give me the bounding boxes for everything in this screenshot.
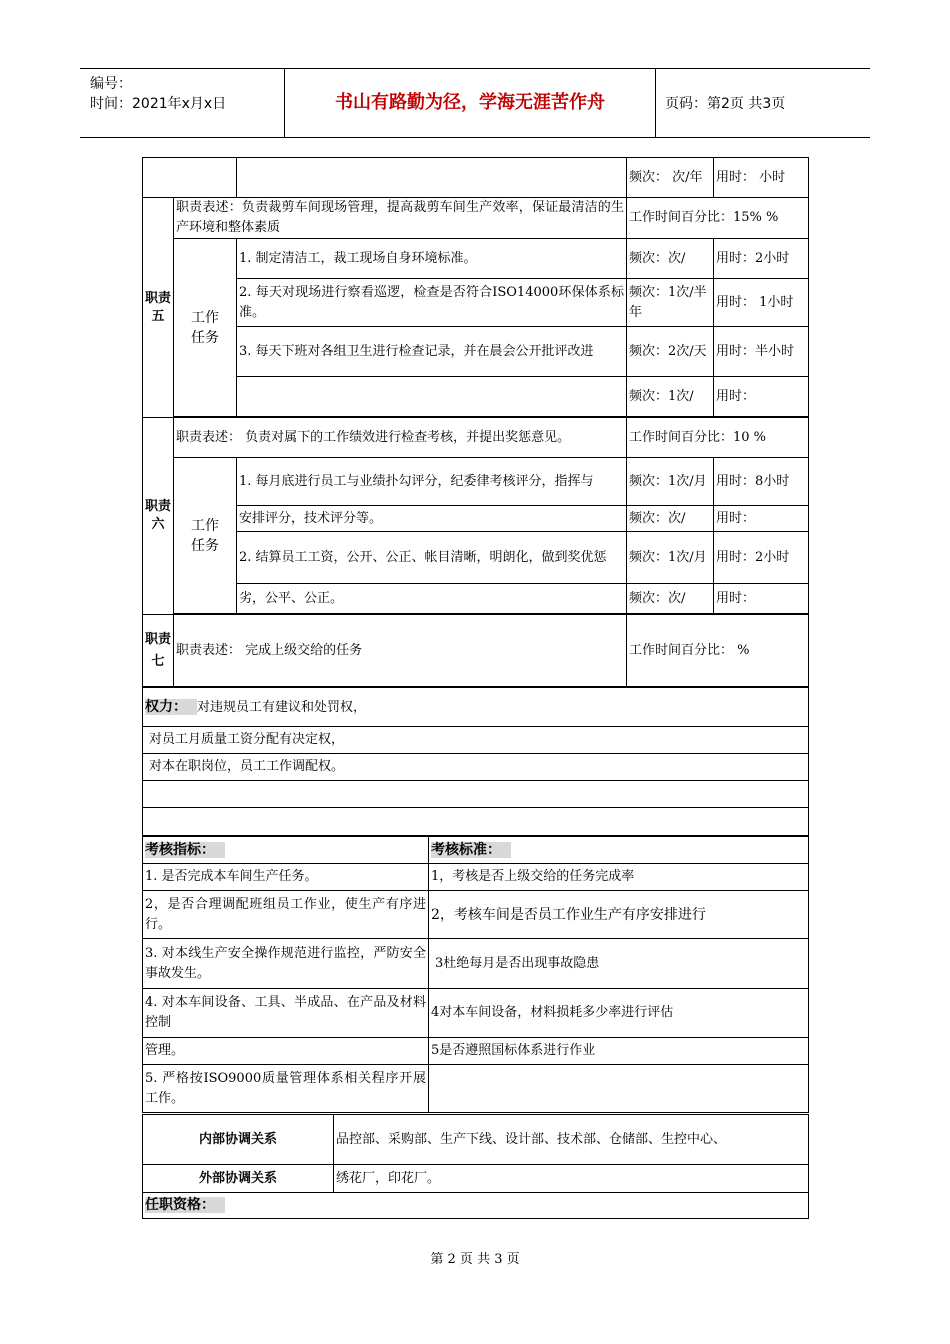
table-row — [143, 989, 809, 1038]
internal-coordination-value: 品控部、采购部、生产下线、设计部、技术部、仓储部、生控中心、 — [334, 1115, 809, 1165]
freq-cell: 频次：1次/半年 — [627, 279, 714, 327]
page-header — [80, 68, 870, 138]
standard-header: 考核标准： — [431, 842, 511, 858]
table-row — [143, 158, 809, 198]
duty5-task-2: 2. 每天对现场进行察看巡逻，检查是否符合ISO14000环保体系标准。 — [237, 279, 627, 327]
table-row — [143, 506, 809, 532]
time-cell: 用时：2小时 — [714, 239, 809, 279]
freq-cell: 频次：2次/天 — [627, 327, 714, 377]
table-row — [143, 727, 809, 754]
indicator-cell: 4. 对本车间设备、工具、半成品、在产品及材料控制 — [143, 989, 429, 1038]
page-footer: 第 2 页 共 3 页 — [430, 1252, 520, 1267]
table-row — [143, 1065, 809, 1113]
indicator-cell: 5. 严格按ISO9000质量管理体系相关程序开展工作。 — [143, 1065, 429, 1113]
duty6-task-1: 1. 每月底进行员工与业绩扑勾评分，纪委律考核评分，指挥与 — [237, 458, 627, 506]
qualification-label: 任职资格： — [145, 1197, 225, 1213]
standard-cell — [429, 1065, 809, 1113]
indicator-header: 考核指标： — [145, 842, 225, 858]
indicator-cell: 管理。 — [143, 1038, 429, 1065]
table-row — [143, 327, 809, 377]
header-page-number: 页码：第2页 共3页 — [665, 96, 786, 112]
doc-code-label: 编号： — [90, 76, 132, 92]
header-meta — [80, 69, 285, 137]
time-cell: 用时： 小时 — [714, 158, 809, 198]
table-row — [143, 1038, 809, 1065]
table-row — [143, 688, 809, 727]
duty5-task-4 — [237, 377, 627, 417]
freq-cell: 频次：次/ — [627, 239, 714, 279]
table-row — [143, 891, 809, 939]
duty7-percentage: 工作时间百分比： % — [627, 615, 809, 687]
duty5-label: 职责五 — [143, 198, 174, 418]
table-row — [143, 418, 809, 458]
table-row — [143, 864, 809, 891]
freq-cell: 频次：次/ — [627, 584, 714, 614]
table-row — [143, 837, 809, 864]
time-cell: 用时： — [714, 506, 809, 532]
duty6-label: 职责六 — [143, 418, 174, 615]
doc-time-label: 时间：2021年x月x日 — [90, 96, 227, 112]
standard-cell: 5是否遵照国标体系进行作业 — [429, 1038, 809, 1065]
assessment-table — [142, 836, 809, 1113]
power-item-1: 对违规员工有建议和处罚权， — [197, 699, 367, 715]
time-cell: 用时：8小时 — [714, 458, 809, 506]
standard-cell: 3杜绝每月是否出现事故隐患 — [429, 939, 809, 989]
table-row — [143, 377, 809, 417]
duty7-description: 职责表述： 完成上级交给的任务 — [174, 615, 627, 687]
table-row — [143, 1165, 809, 1193]
duty6-task-1b: 安排评分，技术评分等。 — [237, 506, 627, 532]
freq-cell: 频次： 次/年 — [627, 158, 714, 198]
table-row — [143, 458, 809, 506]
external-coordination-label: 外部协调关系 — [143, 1165, 334, 1193]
freq-cell: 频次：1次/月 — [627, 458, 714, 506]
duty6-task-label: 工作任务 — [174, 458, 237, 614]
power-table — [142, 687, 809, 836]
indicator-cell: 2，是否合理调配班组员工作业，使生产有序进行。 — [143, 891, 429, 939]
table-row — [143, 279, 809, 327]
standard-cell: 1，考核是否上级交给的任务完成率 — [429, 864, 809, 891]
duty5-task-3: 3. 每天下班对各组卫生进行检查记录，并在晨会公开批评改进 — [237, 327, 627, 377]
coordination-table — [142, 1114, 809, 1219]
indicator-cell: 1. 是否完成本车间生产任务。 — [143, 864, 429, 891]
table-row — [143, 239, 809, 279]
time-cell: 用时： — [714, 584, 809, 614]
table-row — [143, 1193, 809, 1219]
time-cell: 用时： — [714, 377, 809, 417]
power-item-3: 对本在职岗位，员工工作调配权。 — [143, 754, 809, 781]
header-motto: 书山有路勤为径，学海无涯苦作舟 — [285, 69, 656, 137]
table-row — [143, 198, 809, 239]
duty5-description: 职责表述：负责裁剪车间现场管理，提高裁剪车间生产效率，保证最清洁的生产环境和整体素质 — [174, 198, 627, 239]
table-row — [143, 754, 809, 781]
standard-cell: 4对本车间设备，材料损耗多少率进行评估 — [429, 989, 809, 1038]
freq-cell: 频次：1次/ — [627, 377, 714, 417]
duty5-percentage: 工作时间百分比：15% % — [627, 198, 809, 239]
duty6-percentage: 工作时间百分比：10 % — [627, 418, 809, 458]
freq-cell: 频次：次/ — [627, 506, 714, 532]
time-cell: 用时：半小时 — [714, 327, 809, 377]
power-item-2: 对员工月质量工资分配有决定权， — [143, 727, 809, 754]
duties-table — [142, 157, 809, 687]
external-coordination-value: 绣花厂，印花厂。 — [334, 1165, 809, 1193]
duty6-task-2b: 劣，公平、公正。 — [237, 584, 627, 614]
duty5-task-label: 工作任务 — [174, 239, 237, 417]
indicator-cell: 3. 对本线生产安全操作规范进行监控，严防安全事故发生。 — [143, 939, 429, 989]
freq-cell: 频次：1次/月 — [627, 532, 714, 584]
table-row — [143, 532, 809, 584]
duty6-task-2: 2. 结算员工工资，公开、公正、帐目清晰，明朗化，做到奖优惩 — [237, 532, 627, 584]
table-row — [143, 615, 809, 687]
time-cell: 用时：2小时 — [714, 532, 809, 584]
table-row — [143, 939, 809, 989]
duty5-task-1: 1. 制定清洁工，裁工现场自身环境标准。 — [237, 239, 627, 279]
duty7-label: 职责七 — [143, 615, 174, 687]
internal-coordination-label: 内部协调关系 — [143, 1115, 334, 1165]
table-row — [143, 1115, 809, 1165]
table-row — [143, 584, 809, 614]
duty6-description: 职责表述： 负责对属下的工作绩效进行检查考核，并提出奖惩意见。 — [174, 418, 627, 458]
standard-cell: 2，考核车间是否员工作业生产有序安排进行 — [429, 891, 809, 939]
power-label: 权力： — [145, 699, 197, 715]
time-cell: 用时： 1小时 — [714, 279, 809, 327]
